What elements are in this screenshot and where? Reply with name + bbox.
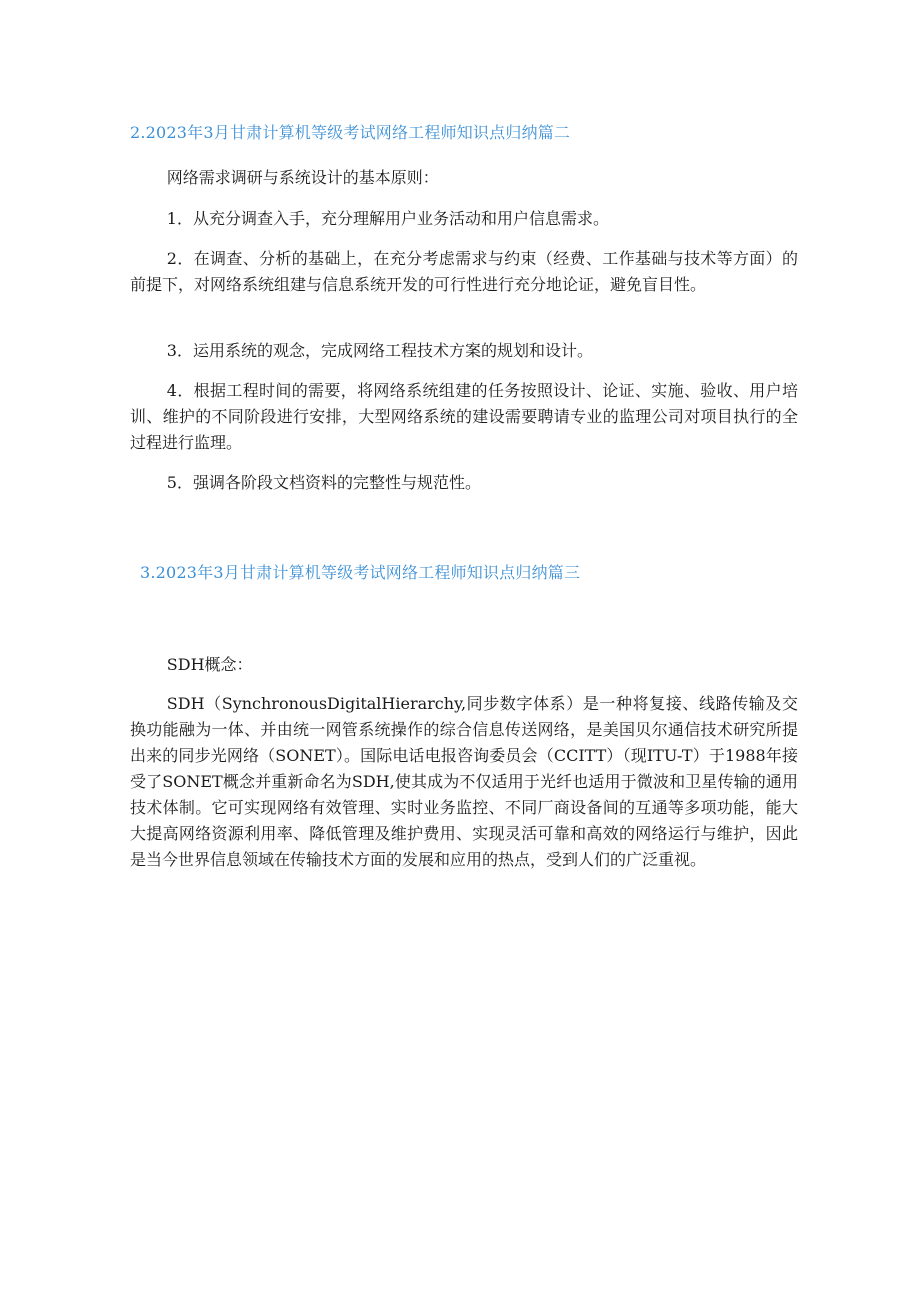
sdh-concept-body: SDH（SynchronousDigitalHierarchy,同步数字体系）是一种将复接、线路传输及交换功能融为一体、并由统一网管系统操作的综合信息传送网络，是美国贝尔通信技术研究所提出来的同步光网络（SONET）。国际电话电报咨询委员会（CCITT）（现ITU-T）于1988年接受了SONET概念并重新命名为SDH,使其成为不仅适用于光纤也适用于微波和卫星传输的通用技术体制。它可实现网络有效管理、实时业务监控、不同厂商设备间的互通等多项功能，能大大提高网络资源利用率、降低管理及维护费用、实现灵活可靠和高效的网络运行与维护，因此是当今世界信息领域在传输技术方面的发展和应用的热点，受到人们的广泛重视。 bbox=[130, 694, 798, 869]
principle-item-5: 5．强调各阶段文档资料的完整性与规范性。 bbox=[166, 473, 481, 492]
section-2-intro: 网络需求调研与系统设计的基本原则： bbox=[166, 168, 439, 187]
section-2-heading: 2.2023年3月甘肃计算机等级考试网络工程师知识点归纳篇二 bbox=[130, 123, 571, 142]
section-3-heading: 3.2023年3月甘肃计算机等级考试网络工程师知识点归纳篇三 bbox=[140, 563, 581, 582]
principle-item-2: 2．在调查、分析的基础上，在充分考虑需求与约束（经费、工作基础与技术等方面）的前提下，对网络系统组建与信息系统开发的可行性进行充分地论证，避免盲目性。 bbox=[130, 249, 798, 294]
principle-item-4: 4．根据工程时间的需要，将网络系统组建的任务按照设计、论证、实施、验收、用户培训、维护的不同阶段进行安排，大型网络系统的建设需要聘请专业的监理公司对项目执行的全过程进行监理。 bbox=[130, 381, 798, 452]
principle-item-1: 1．从充分调查入手，充分理解用户业务活动和用户信息需求。 bbox=[166, 209, 609, 228]
principle-item-3: 3．运用系统的观念，完成网络工程技术方案的规划和设计。 bbox=[166, 341, 593, 360]
sdh-concept-title: SDH概念： bbox=[166, 655, 253, 674]
